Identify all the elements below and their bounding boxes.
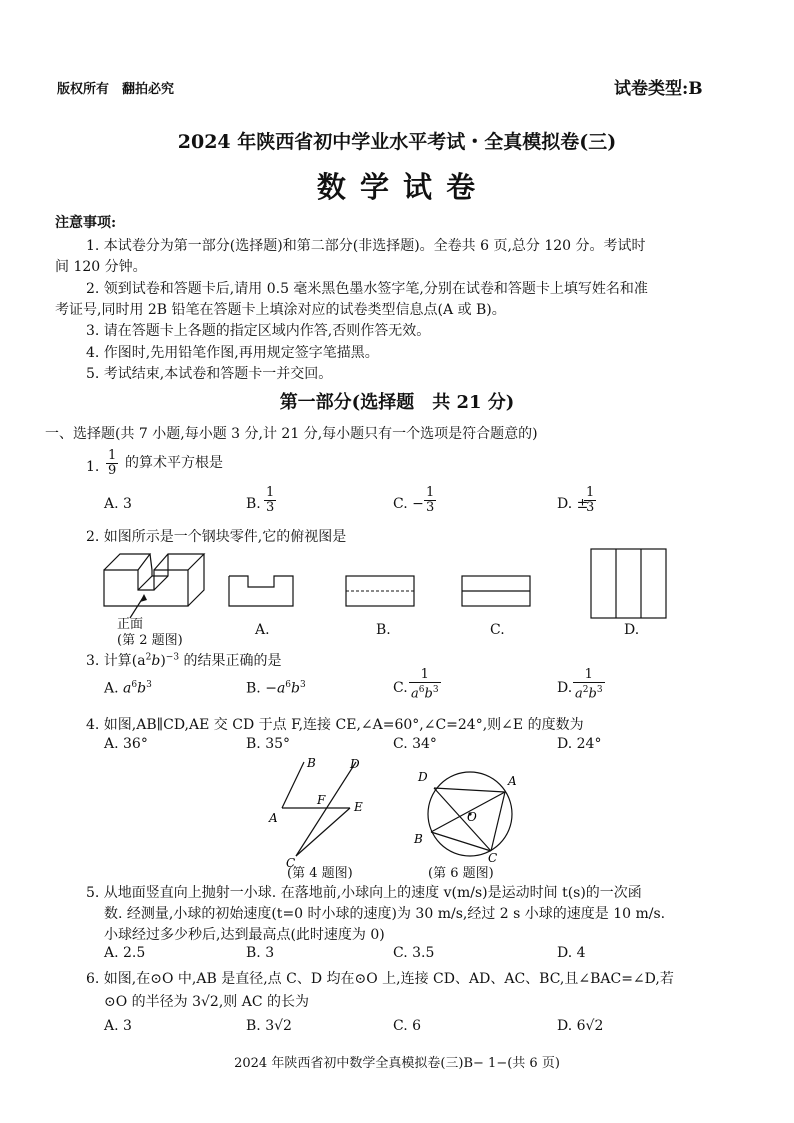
copyright-notice: 版权所有 翻拍必究 <box>57 82 175 97</box>
q4-option-b: B. 35° <box>246 736 291 752</box>
q4-option-d: D. 24° <box>557 736 602 752</box>
fig4-label-b: B <box>307 756 316 770</box>
q3-option-c-fraction: $\frac{1}{a^6b^3}$ <box>411 667 439 702</box>
q3-option-c: C. <box>393 680 408 696</box>
q3-stem: 3. 计算$(a^2b)^{-3}$ 的结果正确的是 <box>86 652 282 669</box>
note-line: 4. 作图时,先用铅笔作图,再用规定签字笔描黑。 <box>86 345 379 361</box>
q2-option-c-figure <box>461 575 531 607</box>
q1-option-c: C. − <box>393 496 424 512</box>
q2-stem: 2. 如图所示是一个钢块零件,它的俯视图是 <box>86 529 347 545</box>
q5-line: 小球经过多少秒后,达到最高点(此时速度为 0) <box>104 927 385 943</box>
q6-line: ⊙O 的半径为 3√2,则 AC 的长为 <box>104 994 310 1010</box>
note-line: 5. 考试结束,本试卷和答题卡一并交回。 <box>86 366 333 382</box>
q2-option-b-figure <box>345 575 415 607</box>
fig6-label-o: O <box>467 810 477 824</box>
fig4-label-a: A <box>269 811 278 825</box>
q6-option-d: D. 6√2 <box>557 1018 604 1034</box>
q5-option-a: A. 2.5 <box>104 945 146 961</box>
q6-circle-figure <box>410 766 520 865</box>
q3-option-a: A. $a^6b^3$ <box>104 680 152 697</box>
fig4-label-c: C <box>286 856 296 870</box>
note-line: 间 120 分钟。 <box>55 259 147 275</box>
q2-option-d-figure <box>590 548 668 620</box>
q5-option-d: D. 4 <box>557 945 586 961</box>
q1-number: 1. <box>86 459 100 475</box>
q1-option-b: B. <box>246 496 261 512</box>
exam-subtitle: 数 学 试 卷 <box>316 170 478 204</box>
q1-option-a: A. 3 <box>104 496 132 512</box>
section-heading: 一、选择题(共 7 小题,每小题 3 分,计 21 分,每小题只有一个选项是符合题意的) <box>45 426 538 442</box>
q4-figure-caption: (第 4 题图) <box>287 866 353 881</box>
fig6-label-a: A <box>508 774 517 788</box>
q4-stem: 4. 如图,AB∥CD,AE 交 CD 于点 F,连接 CE,∠A=60°,∠C=24°,则∠E 的度数为 <box>86 717 584 733</box>
fig6-label-b: B <box>414 832 423 846</box>
q2-option-c: C. <box>490 622 505 638</box>
q1-option-d: D. ± <box>557 496 589 512</box>
q2-figure-caption: (第 2 题图) <box>117 633 183 648</box>
q6-option-c: C. 6 <box>393 1018 422 1034</box>
q6-option-a: A. 3 <box>104 1018 132 1034</box>
q1-option-b-fraction: $\frac{1}{3}$ <box>266 485 275 515</box>
q4-option-c: C. 34° <box>393 736 437 752</box>
q3-option-d-fraction: $\frac{1}{a^2b^3}$ <box>575 667 603 702</box>
exam-title: 2024 年陕西省初中学业水平考试・全真模拟卷(三) <box>177 131 617 153</box>
fig4-label-f: F <box>317 793 326 807</box>
q1-stem: 的算术平方根是 <box>125 455 223 471</box>
q5-option-b: B. 3 <box>246 945 275 961</box>
q1-option-c-fraction: $\frac{1}{3}$ <box>426 485 435 515</box>
q6-option-b: B. 3√2 <box>246 1018 292 1034</box>
fig6-label-c: C <box>488 851 498 865</box>
q3-option-b: B. $-a^6b^3$ <box>246 680 306 697</box>
q2-option-d: D. <box>624 622 640 638</box>
note-line: 考证号,同时用 2B 铅笔在答题卡上填涂对应的试卷类型信息点(A 或 B)。 <box>55 302 506 318</box>
notes-heading: 注意事项: <box>55 215 117 231</box>
q5-line: 数. 经测量,小球的初始速度(t=0 时小球的速度)为 30 m/s,经过 2 s 小球的速度是 10 m/s. <box>104 906 666 922</box>
q6-line: 6. 如图,在⊙O 中,AB 是直径,点 C、D 均在⊙O 上,连接 CD、AD、AC、BC,且∠BAC=∠D,若 <box>86 971 674 987</box>
note-line: 3. 请在答题卡上各题的指定区域内作答,否则作答无效。 <box>86 323 431 339</box>
part1-heading: 第一部分(选择题 共 21 分) <box>279 392 515 413</box>
q1-option-d-fraction: $\frac{1}{3}$ <box>586 485 595 515</box>
fig6-label-d: D <box>418 770 428 784</box>
q2-option-a-figure <box>228 575 294 607</box>
q4-geometry-figure <box>268 756 378 870</box>
q5-line: 5. 从地面竖直向上抛射一小球. 在落地前,小球向上的速度 v(m/s)是运动时间 t(s)的一次函 <box>86 885 642 901</box>
q5-option-c: C. 3.5 <box>393 945 435 961</box>
q1-fraction: $\frac{1}{9}$ <box>108 448 117 478</box>
q2-front-label: 正面 <box>117 617 144 632</box>
q2-steel-block-figure <box>100 548 220 618</box>
q6-figure-caption: (第 6 题图) <box>428 866 494 881</box>
q4-option-a: A. 36° <box>104 736 148 752</box>
page-footer: 2024 年陕西省初中数学全真模拟卷(三)B− 1−(共 6 页) <box>234 1056 560 1071</box>
fig4-label-d: D <box>350 757 360 771</box>
fig4-label-e: E <box>354 800 363 814</box>
q2-option-a: A. <box>255 622 270 638</box>
q2-option-b: B. <box>376 622 391 638</box>
note-line: 1. 本试卷分为第一部分(选择题)和第二部分(非选择题)。全卷共 6 页,总分 120 分。考试时 <box>86 238 646 254</box>
paper-type: 试卷类型:B <box>614 79 703 99</box>
q3-option-d: D. <box>557 680 573 696</box>
note-line: 2. 领到试卷和答题卡后,请用 0.5 毫米黑色墨水签字笔,分别在试卷和答题卡上填写姓名和准 <box>86 281 648 297</box>
